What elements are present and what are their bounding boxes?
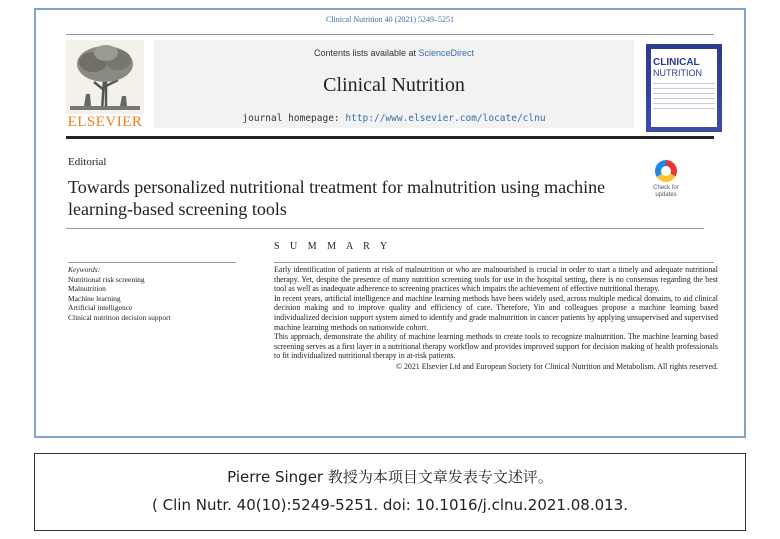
journal-cover[interactable] <box>646 44 722 132</box>
article-frame <box>34 8 746 438</box>
contents-line <box>154 48 634 58</box>
cover-inner <box>651 49 717 127</box>
elsevier-tree-icon <box>66 40 144 114</box>
contents-prefix: Contents lists available at <box>313 48 419 58</box>
homepage-link[interactable]: http://www.elsevier.com/locate/clnu <box>345 113 546 124</box>
journal-reference[interactable]: Clinical Nutrition 40 (2021) 5249–5251 <box>326 15 454 24</box>
summary-heading: S U M M A R Y <box>274 241 392 252</box>
abstract <box>274 265 718 372</box>
journal-header <box>154 40 634 128</box>
homepage-line <box>154 113 634 124</box>
keywords-heading: Keywords: <box>68 265 101 274</box>
keyword-item: Clinical nutrition decision support <box>68 312 171 322</box>
check-updates-icon <box>655 160 677 182</box>
journal-title: Clinical Nutrition <box>323 74 465 96</box>
abstract-paragraph: In recent years, artificial intelligence and machine learning methods have been widely used, across multiple medical domains, to aid clinical decision making and to improve quality and efficiency of care. Therefore, Yin and colleagues propose a machine learning based individualized decision support system aimed to identify and grade malnutrition in cancer patients by applying unsupervised and supervised machine learning methods on nationwide cohort. <box>274 293 718 332</box>
summary-rule <box>274 262 714 263</box>
header-rule <box>66 136 714 139</box>
elsevier-logo <box>66 40 144 128</box>
caption-line-1: Pierre Singer 教授为本项目文章发表专文述评。 <box>227 468 553 486</box>
cover-title-2: NUTRITION <box>653 68 702 78</box>
cover-title-1: CLINICAL <box>653 57 700 68</box>
caption-box <box>34 453 746 531</box>
caption-citation: ( Clin Nutr. 40(10):5249-5251. doi: 10.1016/j.clnu.2021.08.013. <box>152 496 628 514</box>
top-rule <box>66 34 714 35</box>
check-for-updates-button[interactable] <box>648 160 684 206</box>
keyword-item: Nutritional risk screening <box>68 274 145 284</box>
keyword-item: Artificial intelligence <box>68 303 133 313</box>
title-rule <box>66 228 704 229</box>
keywords-block <box>68 265 236 323</box>
homepage-prefix: journal homepage: <box>242 113 346 124</box>
publisher-name: ELSEVIER <box>67 114 143 130</box>
check-updates-label: Check for updates <box>653 185 679 198</box>
article-title: Towards personalized nutritional treatment for malnutrition using machine learning-based screening tools <box>68 177 606 219</box>
keyword-item: Malnutrition <box>68 284 106 294</box>
cover-decoration <box>653 83 715 113</box>
keyword-item: Machine learning <box>68 293 121 303</box>
abstract-paragraph: Early identification of patients at risk of malnutrition or who are malnourished is crucial in order to start a timely and adequate nutritional therapy. Yet, despite the presence of many nutrition screening tools for use in the hospital setting, there is no consensus regarding the best tool as well as inadequate adherence to screening practices which impairs the achievement of effective nutritional therapy. <box>274 265 718 294</box>
keywords-rule <box>68 262 236 263</box>
abstract-paragraph: This approach, demonstrate the ability of machine learning methods to create tools to recognize malnutrition. The machine learning based screening serves as a first layer in a nutritional therapy workflow and provides improved support for decision making of health professionals to fit individualized nutritional therapy in at-risk patients. <box>274 332 718 361</box>
copyright-notice: © 2021 Elsevier Ltd and European Society for Clinical Nutrition and Metabolism. All rights reserved. <box>396 361 718 371</box>
article-type: Editorial <box>68 156 107 168</box>
sciencedirect-link[interactable]: ScienceDirect <box>418 48 475 58</box>
